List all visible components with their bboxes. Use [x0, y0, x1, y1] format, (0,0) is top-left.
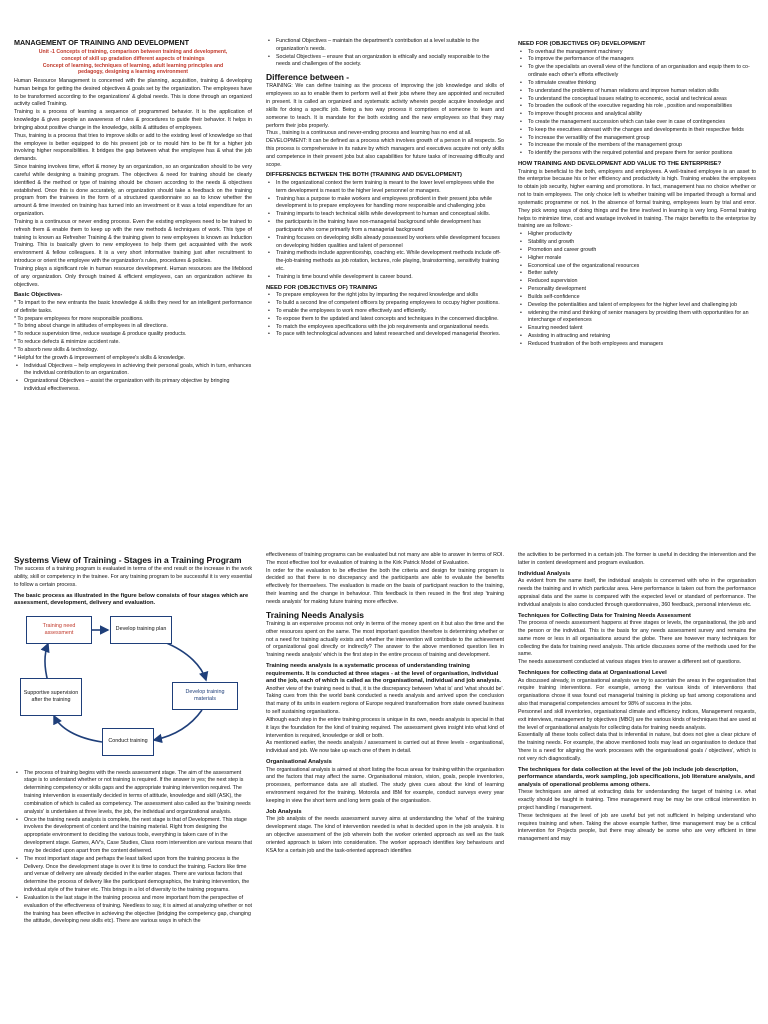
bullet-item: • the participants in the training have non-managerial background while development has participants who come primarily from a managerial background	[266, 219, 504, 235]
bullet-item: • To stimulate creative thinking	[518, 80, 756, 88]
bullet-item: • To prepare employees for the right jobs by imparting the required knowledge and skills	[266, 292, 504, 300]
paragraph: Since training involves time, effort & money by an organization, so an organization should to be very careful while designing a training program. The objectives & need for training should be clearly identified & the method or type of training should be chosen according to the needs & objectives established. Once this is done accurately, an organization should take a feedback on the training program from the trainees in the form of a structured questionnaire so as to know whether the amount & time invested on training has turned into an investment or it was a total expenditure for an organization.	[14, 164, 252, 218]
bullet-item: • To pace with technological advances and latest researched and developed managerial theories.	[266, 331, 504, 339]
subheading: Job Analysis	[266, 808, 302, 815]
bullet-item: • To give the specialists an overall view of the functions of an organisation and equip them to co-ordinate each other's efforts effectively	[518, 64, 756, 80]
subheading: The basic process as illustrated in the figure below consists of four stages which are assessment, development, delivery and evaluation.	[14, 592, 249, 607]
bullet-item: • To match the employees specifications with the job requirements and organizational needs.	[266, 324, 504, 332]
subheading: The techniques for data collection at the level of the job include job description, performance standards, work sampling, job specifications, job literature analysis, and analysis of operational problems among others.	[518, 766, 755, 788]
arrow-materials-to-conduct	[154, 710, 202, 740]
bullet-item: • To overhaul the management machinery	[518, 49, 756, 57]
paragraph: The organisational analysis is aimed at short listing the focus areas for training within the organisation and the factors that may affect the same. Organisational mission, vision, goals, people inventories, processes, performance data are all studied. The study gives cues about the kind of learning environment required for the training. Motorola and IBM for example, conduct surveys every year keeping in view the short term and long term goals of the organisation.	[266, 766, 504, 804]
paragraph: The needs assessment conducted at various stages tries to answer a different set of questions.	[518, 659, 742, 666]
bullet-item: • Societal Objectives – ensure that an organization is ethically and socially responsible to the needs and challenges of the society.	[266, 54, 504, 70]
subheading: Basic Objectives-	[14, 292, 63, 299]
paragraph: Thus, training is a process that tries to improve skills or add to the existing level of knowledge so that the employee is better equipped to do his present job or to mould him to be fit for a higher job involving higher responsibilities. It bridges the gap between what the employee has & what the job demands.	[14, 132, 252, 163]
paragraph: Training plays a significant role in human resource development. Human resources are the lifeblood of any organization. Only through trained & efficient employees, can an organization achieve its objectives.	[14, 265, 252, 288]
bullet-item: • Personality development	[518, 286, 756, 294]
paragraph: Training is a continuous or never ending process. Even the existing employees need to be trained to refresh them & enable them to keep up with the new methods & techniques of work. This type of training is known as Refresher Training & the training given to new employees is known as Induction Training. This is basically given to new employees to help them get acquainted with the work environment & fellow colleagues. It is a very short informative training just after recruitment to introduce or orient the employee with the organization's rules, procedures & policies.	[14, 218, 252, 265]
paragraph: Personnel and skill inventories, organisational climate and efficiency indices, Management requests, exit interviews, management by objectives (MBO) are the various kinds of techniques that are used at the level of organisational analysis for collecting data for training needs analysis.	[518, 708, 756, 731]
paragraph: These techniques are aimed at extracting data for understanding the target of training i.e. what exactly should be taught in training. Time management may be may be one critical intervention in project handling / management.	[518, 789, 756, 811]
bullet-item: • To improve the performance of the managers	[518, 56, 756, 64]
subheading: Individual Analysis	[518, 570, 571, 577]
arrow-conduct-to-supportive	[54, 716, 102, 742]
paragraph: effectiveness of training programs can be evaluated but not many are able to answer in terms of ROI. The most effective tool for evaluation of training is the Kirk Patrick Model of Evaluation.	[266, 552, 504, 566]
bullet-item: • In the organizational context the term training is meant to the lower level employees while the term development is meant to the higher level personnel or managers.	[266, 180, 504, 196]
bullet-list	[266, 292, 504, 339]
supportive-supervision-box: Supportive supervision after the training	[20, 678, 82, 716]
bullet-item: • Stability and growth	[518, 239, 756, 247]
paragraph: The process of needs assessment happens at three stages or levels, the organisational, the job and the person or the individual. This is the basis for any needs assessment survey and remains the same more or less in all organisations around the globe. There are however many techniques for collecting the data for training need analysis. This article discusses some of the methods used for the same.	[518, 620, 756, 658]
paragraph: The job analysis of the needs assessment survey aims at understanding the 'what' of the training development stage. The kind of intervention needed is what is decided upon in the job analysis. It is an objective assessment of the job wherein both the worker oriented approach as well as the task oriented approach is taken into consideration. The worker approach identifies key behaviours and KSA for a certain job and the task-oriented approach identifies	[266, 816, 504, 854]
column-text	[266, 552, 504, 855]
paragraph: The success of a training program is evaluated in terms of the end result or the increase in the work ability, skill or competency in the trainee. For any training program to be successful it is very essential to follow a certain process.	[14, 566, 252, 588]
training-cycle-diagram	[14, 612, 242, 764]
bullet-item: • To understand the conceptual issues relating to economic, social and technical areas	[518, 96, 756, 104]
subtitle-line: Unit -1 Concepts of training, comparison between training and development,	[38, 49, 228, 55]
subheading: NEED FOR (OBJECTIVES OF) TRAINING	[266, 284, 378, 291]
section-heading: Training Needs Analysis	[266, 609, 364, 620]
bullet-item: • Better safety	[518, 270, 756, 278]
bullet-list	[266, 180, 504, 282]
paragraph: the activities to be performed in a certain job. The former is useful in deciding the intervention and the latter in content development and program evaluation.	[518, 552, 756, 566]
bullet-item: • Economical use of the organizational resources	[518, 263, 756, 271]
subheading: HOW TRAINING AND DEVELOPMENT ADD VALUE TO THE ENTERPRISE?	[518, 161, 722, 168]
column-text	[14, 555, 252, 926]
document-title: MANAGEMENT OF TRAINING AND DEVELOPMENT	[14, 38, 190, 47]
bullet-item: • To create the management succession which can take over in case of contingencies	[518, 119, 756, 127]
bottom-column-2	[266, 552, 504, 857]
bullet-item: • Training methods include apprenticeship, coaching etc. While development methods include off-the-job-training methods as job rotation, lectures, role playing, brainstorming, sensitivity training etc.	[266, 250, 504, 273]
bullet-item: • Organizational Objectives – assist the organization with its primary objective by bringing individual effectiveness.	[14, 378, 252, 394]
column-text	[14, 78, 252, 394]
bullet-item: • Reduced frustration of the both employees and managers	[518, 341, 756, 349]
subheading: DIFFERENCES BETWEEN THE BOTH (TRAINING AND DEVELOPMENT)	[266, 172, 462, 179]
column-text	[266, 38, 504, 339]
arrow-plan-to-materials	[164, 642, 206, 680]
needs-assessment-box: Training need assessment	[26, 616, 92, 644]
paragraph: Training is an expensive process not only in terms of the money spent on it but also the time and the other resources spent on the same. The most important question therefore is determining whether or not a need for training actually exists and whether the intervention will contribute to the achievement of organizational goal directly or indirectly? The answer to the above mentioned question lies in 'training needs analysis' which is the first step in the entire process of training and development.	[266, 620, 504, 659]
bullet-item: • Ensuring needed talent	[518, 325, 756, 333]
bullet-item: • To identify the persons with the required potential and prepare them for senior positions	[518, 150, 756, 158]
bottom-section	[0, 552, 768, 1014]
subtitle-line: pedagogy, designing a learning environment	[77, 69, 188, 76]
paragraph: As mentioned earlier, the needs analysis / assessment is carried out at three levels - organisational, individual and job. We now take up each one of them in detail.	[266, 740, 504, 755]
paragraph: Another view of the training need is that, it is the discrepancy between 'what is' and 'what should be'. Taking cues from this the world bank conducted a needs analysis and arrived upon the conclusion that many of its units in eastern regions of Europe required transformation from state owned business to self sustaining organisations.	[266, 685, 504, 716]
paragraph: Essentially all these tools collect data that is inferential in nature, but does not give a clear picture of the training needs. For example, the above mentioned tools may lead an organisation to deduce that 'there is a need for aligning the work processes with the organisational goals / objectives', which is not very rich diagnostically.	[518, 732, 756, 762]
top-section	[0, 38, 768, 470]
bullet-item: • To increase the morale of the members of the management group	[518, 142, 756, 150]
paragraph: * To absorb new skills & technology.	[14, 346, 99, 353]
bullet-item: • Evaluation is the last stage in the training process and more important from the perspective of evaluation of the effectiveness of training. Needless to say, it is aimed at analyzing whether or not the training has been effective in achieving the objective (bridging the competency gap, changing the attitude, developing new skills etc). There are various ways in which the	[14, 895, 252, 926]
subheading: Techniques for Collecting Data for Training Needs Assessment	[518, 612, 691, 619]
paragraph: As discussed already, in organisational analysis we try to ascertain the areas in the organisation that require training interventions. For example, among the various kinds of interventions that organisations chose it was found out managerial training is picking up fast among corporations and also that managerial competencies amount for 98% of success in the jobs.	[518, 677, 756, 708]
subheading: Training needs analysis is a systematic process of understanding training requirements. It is conducted at three stages - at the level of organisation, individual and the job, each of which is called as the organisational, individual and job analysis.	[266, 662, 502, 685]
document-subtitle	[14, 49, 252, 76]
paragraph: Although each step in the entire training process is unique in its own, needs analysis is special in that it lays the foundation for the kind of training required. The assessment gives insight into what kind of intervention is required, knowledge or skill or both.	[266, 716, 504, 739]
bullet-item: • Training is time bound while development is career bound.	[266, 274, 504, 282]
bullet-item: • Functional Objectives – maintain the department's contribution at a level suitable to the organization's needs.	[266, 38, 504, 54]
section-heading: Systems View of Training - Stages in a Training Program	[14, 555, 242, 565]
bullet-item: • Promotion and career growth	[518, 247, 756, 255]
top-column-3	[518, 38, 756, 351]
paragraph: Thus , training is a continuous and never-ending process and learning has no end at all.	[266, 130, 472, 137]
bullet-item: • To increase the versatility of the management group	[518, 135, 756, 143]
bullet-item: • To keep the executives abreast with the changes and developments in their respective fields	[518, 127, 756, 135]
paragraph: * To impart to the new entrants the basic knowledge & skills they need for an intelligent performance of definite tasks.	[14, 299, 252, 314]
bullet-item: • To improve thought process and analytical ability	[518, 111, 756, 119]
bullet-item: • Training focuses on developing skills already possessed by workers while development focuses on developing hidden qualities and talent of personnel	[266, 235, 504, 251]
bullet-list	[518, 231, 756, 348]
subheading: NEED FOR (OBJECTIVES OF) DEVELOPMENT	[518, 41, 646, 47]
bullet-item: • To expose them to the updated and latest concepts and techniques in the concerned discipline.	[266, 316, 504, 324]
bullet-item: • The most important stage and perhaps the least talked upon from the training process is the Delivery. Once the development stage is over it is time to conduct the training. Factors like time and venue of delivery are already decided in the earlier stages. There are various factors that determine the process of delivery like the participant demographics, the training intervention, the individual style of the trainer etc. This brings in a lot of diversity to the training programs.	[14, 856, 252, 895]
bullet-list	[14, 363, 252, 394]
paragraph: As evident from the name itself, the individual analysis is concerned with who in the organisation needs the training and in which particular area. Here performance is taken out from the performance appraisal data and the same is compared with the expected level or standard of performance. The individual analysis is also conducted through questionnaires, 360 feedback, personal interviews etc.	[518, 578, 756, 608]
paragraph: Human Resource Management is concerned with the planning, acquisition, training & developing human beings for getting the desired objectives & goals set by the organization. The employees have to be transformed according to the organizations' & global needs. This is done through an organized activity called Training.	[14, 78, 252, 108]
top-column-1	[14, 38, 252, 396]
column-text	[518, 552, 756, 844]
bullet-item: • Training imparts to teach technical skills while development to human and conceptual skills.	[266, 211, 504, 219]
subtitle-line: Concept of learning, techniques of learning, adult learning principles and	[42, 62, 224, 69]
subheading: Organisational Analysis	[266, 759, 332, 766]
paragraph: Training is a process of learning a sequence of programmed behavior. It is the application of knowledge & gives people an awareness of rules & procedures to guide their behavior. It helps in bringing about positive change in the knowledge, skills & attitudes of employees.	[14, 109, 252, 131]
bullet-item: • To understand the problems of human relations and improve human relation skills	[518, 88, 756, 96]
paragraph: Training is beneficial to the both, employers and employees. A well-trained employee is an asset to the enterprise because his or her efficiency and productivity is high. Training enables the employees to obtain job security, higher earning and promotions. In fact, management has no choice whether or not to train employees. The only choice left is whether training will be imparted through a formal and systematic programme or not. In the absence of formal training, employees learn by trial and error. They pick wrong ways of doing things and the time involved in learning is very long. Formal training helps to minimize time, cost and wastage involved in training. The major benefits to the enterprise by training are as follows:-	[518, 168, 756, 230]
bullet-item: • The process of training begins with the needs assessment stage. The aim of the assessment stage is to understand whether or not training is required. If the answer is yes; the next step is determining competency or skills gaps and the appropriate training intervention required. The training intervention is essentially decided in terms of attitude, knowledge and skill (ASK), the combination of which is called as competency. The assessment also called as the 'training needs analysis' is undertaken at three levels, the job, the individual and organizational analysis.	[14, 770, 252, 817]
top-column-2	[266, 38, 504, 341]
paragraph: In order for the evaluation to be effective the both the criteria and design for training program is decided so that there is no discrepancy and the participants are able to evaluate the benefits effectively for themselves. The evaluation is made on the basis of participant reaction to the training, their learning and the change in behaviour. This feedback is then reused in the first step 'training needs analysis' for making future training more effective.	[266, 567, 504, 605]
bullet-list	[518, 49, 756, 159]
develop-plan-box: Develop training plan	[110, 616, 172, 644]
bullet-item: • Higher productivity	[518, 231, 756, 239]
bullet-item: • Develop the potentialities and talent of employees for the higher level and challenging job	[518, 302, 756, 310]
develop-materials-box: Develop training materials	[172, 682, 238, 710]
bullet-list	[14, 770, 252, 927]
bullet-item: • Reduced supervision	[518, 278, 756, 286]
bottom-column-1	[14, 552, 252, 928]
paragraph: * To reduce defects & minimize accident rate.	[14, 339, 120, 346]
bullet-item: • Builds self-confidence	[518, 294, 756, 302]
bullet-item: • Higher morale	[518, 255, 756, 263]
bullet-item: • To broaden the outlook of the executive regarding his role , position and responsibilities	[518, 103, 756, 111]
bullet-list	[266, 38, 504, 69]
bullet-item: • To build a second line of competent officers by preparing employees to occupy higher positions.	[266, 300, 504, 308]
bullet-item: • Individual Objectives – help employees in achieving their personal goals, which in turn, enhances the individual contribution to an organization.	[14, 363, 252, 379]
subheading: Techniques for collecting data at Organisational Level	[518, 670, 667, 676]
bullet-item: • Training has a purpose to make workers and employees proficient in their present jobs while development is to prepare employees for handling more responsible and challenging jobs	[266, 196, 504, 212]
bullet-item: • widening the mind and thinking of senior managers by providing them with opportunities for an interchange of experiences	[518, 310, 756, 326]
bullet-item: • Assisting in attracting and retaining	[518, 333, 756, 341]
bottom-column-3	[518, 552, 756, 846]
paragraph: These techniques at the level of job are useful but yet not sufficient in helping understand who requires training and when. Taking the above example further, time management may be a critical intervention for Projects people, but there may already be some who are very efficient in time management and may	[518, 812, 756, 843]
subtitle-line: concept of skill up gradation different aspects of trainings	[61, 55, 205, 62]
conduct-training-box: Conduct training	[102, 728, 154, 756]
section-heading: Difference between -	[266, 72, 350, 83]
paragraph: * Helpful for the growth & improvement of employee's skills & knowledge.	[14, 354, 186, 361]
paragraph: * To bring about change in attitudes of employees in all directions.	[14, 323, 168, 330]
column-text	[518, 41, 756, 349]
paragraph: * To reduce supervision time, reduce wastage & produce quality products.	[14, 331, 187, 338]
bullet-item: • To enable the employees to work more effectively and efficiently.	[266, 308, 504, 316]
paragraph: DEVELOPMENT: It can be defined as a process which involves growth of a person in all respects. So this process is comprehensive in its nature by which managers and executives acquire not only skills and competence in their present jobs but also capabilities for future tasks of increasing difficulty and scope.	[266, 138, 504, 168]
arrow-supportive-to-needs	[45, 644, 48, 682]
bullet-item: • Once the training needs analysis is complete, the next stage is that of Development. This stage involves the development of content and the training material. Right from designing the appropriate environment to deciding the various tools, everything is taken care of in the development stage. Games, A/V's, Case Studies, Class room intervention are various means that may be decided upon apart from the content delivered.	[14, 817, 252, 856]
paragraph: * To prepare employees for more responsible positions.	[14, 315, 144, 322]
paragraph: TRAINING: We can define training as the process of improving the job knowledge and skills of employees so as to enable them to perform well at their jobs where they are appointed and recruited in present. It is called an organized and systematic activity wherein people acquire knowledge and skills for doing a specific job. Being a two way process it comprises of someone to learn and someone to teach. It is mandate for the both existing and the new employees so that they may perform their jobs properly.	[266, 83, 504, 129]
